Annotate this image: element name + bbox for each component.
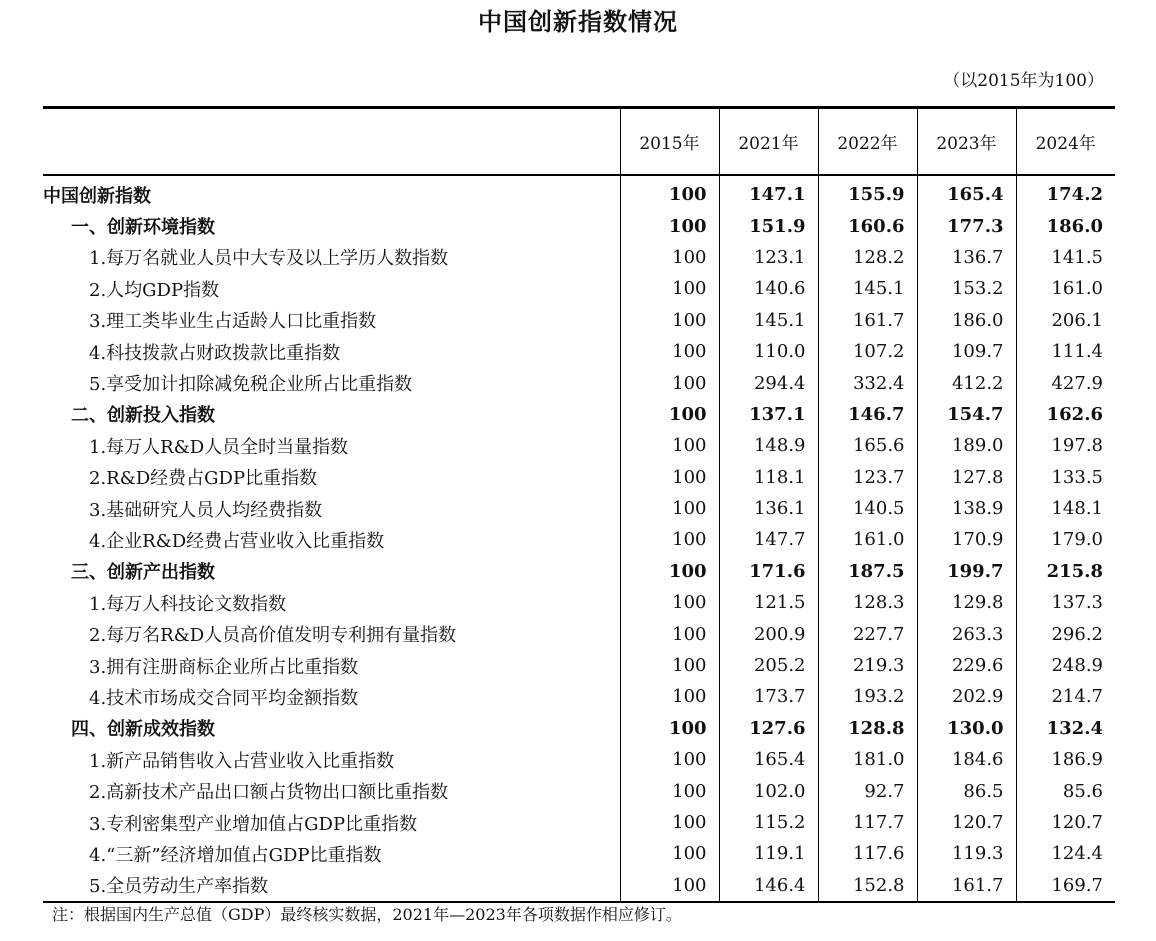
value-cell: 137.3: [1016, 587, 1115, 618]
value-cell: 170.9: [917, 524, 1016, 555]
table-row: [43, 524, 1115, 555]
value-cell: 100: [620, 336, 719, 367]
value-cell: 332.4: [818, 367, 917, 398]
table-row: [43, 242, 1115, 273]
table-row: [43, 618, 1115, 649]
table-row: [43, 556, 1115, 587]
value-cell: 110.0: [719, 336, 818, 367]
value-cell: 162.6: [1016, 399, 1115, 430]
table-row: [43, 462, 1115, 493]
value-cell: 100: [620, 713, 719, 744]
table-row: [43, 870, 1115, 902]
value-cell: 229.6: [917, 650, 1016, 681]
value-cell: 100: [620, 367, 719, 398]
value-cell: 140.5: [818, 493, 917, 524]
value-cell: 177.3: [917, 210, 1016, 241]
footnote: 注：根据国内生产总值（GDP）最终核实数据，2021年—2023年各项数据作相应修订。: [52, 905, 682, 924]
value-cell: 117.7: [818, 807, 917, 838]
value-cell: 100: [620, 775, 719, 806]
value-cell: 120.7: [917, 807, 1016, 838]
value-cell: 100: [620, 242, 719, 273]
value-cell: 186.0: [917, 305, 1016, 336]
value-cell: 120.7: [1016, 807, 1115, 838]
value-cell: 151.9: [719, 210, 818, 241]
column-header: 2022年: [818, 108, 917, 176]
row-label: 3.专利密集型产业增加值占GDP比重指数: [89, 813, 418, 835]
value-cell: 141.5: [1016, 242, 1115, 273]
table-row: [43, 838, 1115, 869]
column-header: 2023年: [917, 108, 1016, 176]
header-row: [43, 108, 1115, 176]
row-label: 5.全员劳动生产率指数: [89, 876, 269, 898]
table-row: [43, 744, 1115, 775]
column-header: 2015年: [620, 108, 719, 176]
value-cell: 85.6: [1016, 775, 1115, 806]
row-label: 4.“三新”经济增加值占GDP比重指数: [89, 844, 382, 866]
value-cell: 161.0: [818, 524, 917, 555]
value-cell: 100: [620, 524, 719, 555]
value-cell: 179.0: [1016, 524, 1115, 555]
value-cell: 155.9: [818, 175, 917, 210]
value-cell: 129.8: [917, 587, 1016, 618]
value-cell: 100: [620, 175, 719, 210]
value-cell: 248.9: [1016, 650, 1115, 681]
value-cell: 202.9: [917, 681, 1016, 712]
column-header: 2021年: [719, 108, 818, 176]
row-label: 1.每万人科技论文数指数: [89, 593, 287, 615]
value-cell: 118.1: [719, 462, 818, 493]
table-row: [43, 336, 1115, 367]
value-cell: 148.1: [1016, 493, 1115, 524]
value-cell: 161.0: [1016, 273, 1115, 304]
value-cell: 111.4: [1016, 336, 1115, 367]
table-row: [43, 713, 1115, 744]
row-label: 3.理工类毕业生占适龄人口比重指数: [89, 311, 377, 333]
value-cell: 181.0: [818, 744, 917, 775]
value-cell: 145.1: [719, 305, 818, 336]
value-cell: 174.2: [1016, 175, 1115, 210]
value-cell: 107.2: [818, 336, 917, 367]
value-cell: 184.6: [917, 744, 1016, 775]
value-cell: 147.7: [719, 524, 818, 555]
row-label: 2.高新技术产品出口额占货物出口额比重指数: [89, 782, 449, 804]
value-cell: 136.7: [917, 242, 1016, 273]
value-cell: 145.1: [818, 273, 917, 304]
value-cell: 100: [620, 462, 719, 493]
value-cell: 165.4: [917, 175, 1016, 210]
row-label: 四、创新成效指数: [71, 719, 215, 741]
value-cell: 100: [620, 807, 719, 838]
value-cell: 294.4: [719, 367, 818, 398]
row-label: 3.拥有注册商标企业所占比重指数: [89, 656, 359, 678]
value-cell: 124.4: [1016, 838, 1115, 869]
row-label: 二、创新投入指数: [71, 405, 215, 427]
row-label: 1.每万人R&D人员全时当量指数: [89, 436, 349, 458]
row-label: 中国创新指数: [43, 185, 151, 207]
value-cell: 153.2: [917, 273, 1016, 304]
value-cell: 161.7: [818, 305, 917, 336]
value-cell: 100: [620, 650, 719, 681]
value-cell: 100: [620, 838, 719, 869]
value-cell: 127.8: [917, 462, 1016, 493]
value-cell: 215.8: [1016, 556, 1115, 587]
value-cell: 128.2: [818, 242, 917, 273]
value-cell: 100: [620, 870, 719, 902]
row-label: 2.每万名R&D人员高价值发明专利拥有量指数: [89, 625, 457, 647]
table-row: [43, 175, 1115, 210]
value-cell: 161.7: [917, 870, 1016, 902]
row-label: 3.基础研究人员人均经费指数: [89, 499, 323, 521]
table-row: [43, 493, 1115, 524]
value-cell: 109.7: [917, 336, 1016, 367]
value-cell: 165.6: [818, 430, 917, 461]
value-cell: 160.6: [818, 210, 917, 241]
value-cell: 133.5: [1016, 462, 1115, 493]
value-cell: 227.7: [818, 618, 917, 649]
value-cell: 412.2: [917, 367, 1016, 398]
innovation-index-table: [43, 106, 1115, 903]
table-row: [43, 273, 1115, 304]
column-header: 2024年: [1016, 108, 1115, 176]
value-cell: 100: [620, 618, 719, 649]
value-cell: 197.8: [1016, 430, 1115, 461]
value-cell: 128.3: [818, 587, 917, 618]
value-cell: 186.9: [1016, 744, 1115, 775]
value-cell: 214.7: [1016, 681, 1115, 712]
value-cell: 121.5: [719, 587, 818, 618]
table-row: [43, 305, 1115, 336]
value-cell: 100: [620, 587, 719, 618]
value-cell: 100: [620, 681, 719, 712]
table-body: [43, 175, 1115, 902]
value-cell: 92.7: [818, 775, 917, 806]
value-cell: 86.5: [917, 775, 1016, 806]
table-row: [43, 367, 1115, 398]
value-cell: 130.0: [917, 713, 1016, 744]
value-cell: 119.3: [917, 838, 1016, 869]
row-label: 2.人均GDP指数: [89, 279, 220, 301]
value-cell: 102.0: [719, 775, 818, 806]
value-cell: 100: [620, 744, 719, 775]
value-cell: 100: [620, 305, 719, 336]
row-label: 4.技术市场成交合同平均金额指数: [89, 687, 359, 709]
value-cell: 186.0: [1016, 210, 1115, 241]
page-title: 中国创新指数情况: [478, 7, 678, 36]
table-row: [43, 430, 1115, 461]
value-cell: 146.4: [719, 870, 818, 902]
table-row: [43, 775, 1115, 806]
row-label: 2.R&D经费占GDP比重指数: [89, 468, 318, 490]
table-row: [43, 681, 1115, 712]
value-cell: 146.7: [818, 399, 917, 430]
value-cell: 127.6: [719, 713, 818, 744]
value-cell: 152.8: [818, 870, 917, 902]
table-row: [43, 399, 1115, 430]
value-cell: 154.7: [917, 399, 1016, 430]
value-cell: 100: [620, 399, 719, 430]
value-cell: 206.1: [1016, 305, 1115, 336]
value-cell: 100: [620, 493, 719, 524]
row-label: 5.享受加计扣除减免税企业所占比重指数: [89, 374, 413, 396]
value-cell: 189.0: [917, 430, 1016, 461]
value-cell: 427.9: [1016, 367, 1115, 398]
value-cell: 219.3: [818, 650, 917, 681]
value-cell: 165.4: [719, 744, 818, 775]
row-label: 4.科技拨款占财政拨款比重指数: [89, 342, 341, 364]
value-cell: 263.3: [917, 618, 1016, 649]
value-cell: 148.9: [719, 430, 818, 461]
value-cell: 169.7: [1016, 870, 1115, 902]
table-row: [43, 210, 1115, 241]
value-cell: 128.8: [818, 713, 917, 744]
table-row: [43, 587, 1115, 618]
value-cell: 173.7: [719, 681, 818, 712]
value-cell: 171.6: [719, 556, 818, 587]
row-label: 一、创新环境指数: [71, 217, 215, 239]
value-cell: 147.1: [719, 175, 818, 210]
value-cell: 199.7: [917, 556, 1016, 587]
value-cell: 296.2: [1016, 618, 1115, 649]
value-cell: 136.1: [719, 493, 818, 524]
value-cell: 140.6: [719, 273, 818, 304]
value-cell: 123.7: [818, 462, 917, 493]
value-cell: 117.6: [818, 838, 917, 869]
value-cell: 123.1: [719, 242, 818, 273]
unit-note: （以2015年为100）: [943, 71, 1104, 91]
row-label: 三、创新产出指数: [71, 562, 215, 584]
value-cell: 200.9: [719, 618, 818, 649]
row-label: 1.新产品销售收入占营业收入比重指数: [89, 750, 395, 772]
value-cell: 100: [620, 556, 719, 587]
value-cell: 100: [620, 210, 719, 241]
table-row: [43, 807, 1115, 838]
value-cell: 100: [620, 273, 719, 304]
row-label: 4.企业R&D经费占营业收入比重指数: [89, 530, 385, 552]
header-label-cell: [43, 108, 620, 176]
value-cell: 119.1: [719, 838, 818, 869]
value-cell: 100: [620, 430, 719, 461]
value-cell: 132.4: [1016, 713, 1115, 744]
value-cell: 138.9: [917, 493, 1016, 524]
value-cell: 193.2: [818, 681, 917, 712]
value-cell: 187.5: [818, 556, 917, 587]
value-cell: 115.2: [719, 807, 818, 838]
value-cell: 205.2: [719, 650, 818, 681]
row-label: 1.每万名就业人员中大专及以上学历人数指数: [89, 248, 449, 270]
value-cell: 137.1: [719, 399, 818, 430]
table-row: [43, 650, 1115, 681]
